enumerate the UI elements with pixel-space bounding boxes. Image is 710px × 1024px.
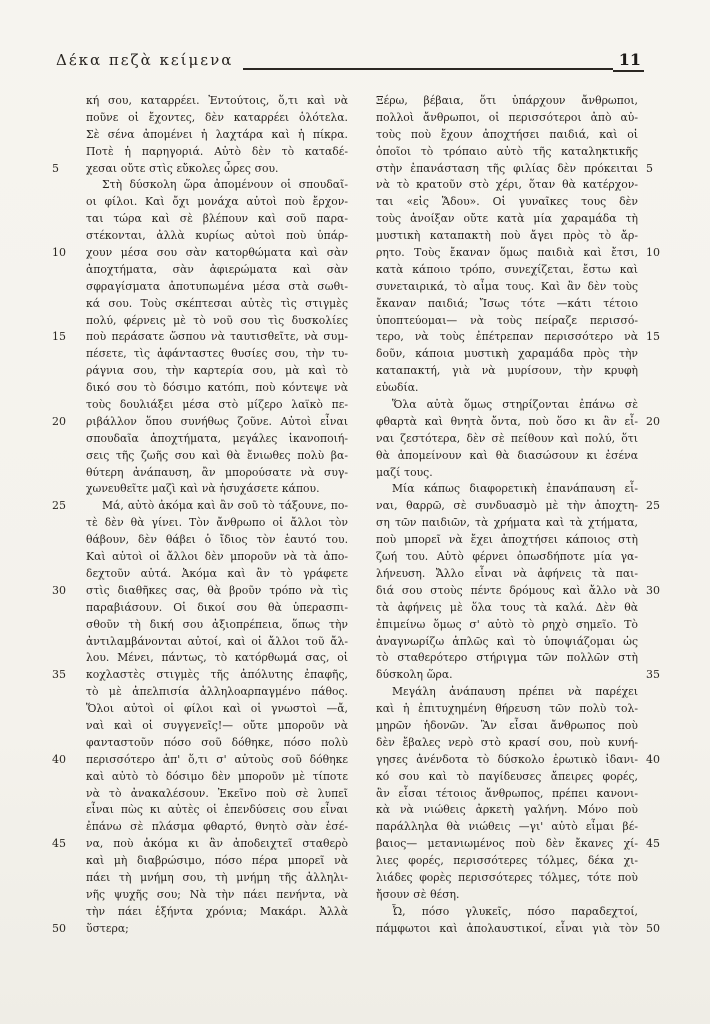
text-line: στέκονται, ἀλλὰ κυρίως αὐτοὶ ποὺ ὑπάρ- [86,229,348,243]
text-line: λήνευση. Ἄλλο εἶναι νὰ ἀφήνεις τὰ παι- [376,566,638,580]
running-header-title: Δέκα πεζὰ κείμενα [56,51,234,69]
text-line: κοχλαστὲς στιγμὲς τῆς ἀπόλυτης ἐπαφῆς, 35 [86,667,348,684]
text-line: ζωή του. Αὐτὸ φέρνει ὁπωσδήποτε μία γα- [376,550,638,564]
line-number: 15 [52,330,66,344]
text-line: εἶναι πὼς κι αὐτὲς οἱ ἐπενδύσεις σου εἶναι [86,803,348,817]
text-line: Σὲ σένα ἀπομένει ἡ λαχτάρα καὶ ἡ πίκρα. [86,127,348,141]
line-number: 20 [52,414,66,428]
text-line: ἤσουν σὲ θέση. [376,887,460,901]
line-number: 25 [646,499,660,513]
text-line: καταπακτή, γιὰ νὰ μυρίσουν, τὴν κρυφὴ [376,364,638,378]
text-line: φανταστοῦν πόσο σοῦ δόθηκε, πόσο πολὺ [86,735,348,749]
text-line: χεσαι οὔτε στὶς εὔκολες ὧρες σου. 5 [86,161,348,178]
line-number: 40 [52,752,66,766]
text-line: ποῦνε οἱ ἔχοντες, δὲν καταρρέει ὁλότελα. [86,110,348,124]
text-line: ρητο. Τοὺς ἔκαναν ὅμως παιδιὰ καὶ ἔτσι, 10 [376,245,638,262]
text-line: χουν μέσα σου σὰν κατορθώματα καὶ σὰν 10 [86,245,348,262]
text-columns [52,93,660,938]
text-line: στὶς διαθῆκες σας, θὰ βροῦν τρόπο νὰ τὶς 30 [86,583,348,600]
text-line: χωνευθεῖτε μαζὶ καὶ νὰ ἡσυχάσετε κάπου. [86,482,320,496]
text-line: θάβουν, δὲν θάβει ὁ ἴδιος τὸν ἑαυτό του. [86,533,348,547]
text-line: Ξέρω, βέβαια, ὅτι ὑπάρχουν ἄνθρωποι, [376,94,638,107]
text-line: κὰ νὰ νιώθεις ἀρκετὴ γαλήνη. Μόνο ποὺ [376,803,638,817]
text-line: ἀντιλαμβάνονται αὐτοί, καὶ οἱ ἄλλοι τοῦ ἄλ- [86,634,348,648]
text-line: τὸ μὲ ἀπελπισία ἀλληλοαρπαγμένο πάθος. [86,685,348,699]
text-line: ράγνια σου, τὴν καρτερία σου, μὰ καὶ τὸ [86,364,348,378]
text-line: περισσότερο ἀπ' ὅ,τι σ' αὐτοὺς σοῦ δόθηκε 40 [86,752,348,769]
text-line: τοὺς δουλιάξει μέσα στὸ μίζερο λαϊκὸ πε- [86,398,348,412]
text-line: Ποτὲ ἡ παρηγοριά. Αὐτὸ δὲν τὸ καταδέ- [86,144,348,158]
text-line: ἂν εἶσαι τέτοιος ἄνθρωπος, πρέπει κανονι- [376,786,638,800]
text-line: πάμφωτοι καὶ ἀπολαυστικοί, εἶναι γιὰ τὸν 50 [376,921,638,938]
text-line: ται «εἰς Ἅδου». Οἱ γυναῖκες τους δὲν [376,195,638,209]
text-line: ἔκαναν παιδιά; Ἴσως τότε —κάτι τέτοιο [376,296,638,310]
text-line: πέσετε, τὶς ἀφάνταστες θυσίες σου, τὴν τυ- [86,347,348,361]
text-line: παραβιάσουν. Οἱ δικοί σου θὰ ὑπερασπι- [86,600,348,614]
line-number: 50 [646,921,660,935]
text-line: μυστικὴ καταπακτὴ ποὺ ἄγει πρὸς τὸ ἄρ- [376,229,638,243]
text-line: κή σου, καταρρέει. Ἐντούτοις, ὅ,τι καὶ νὰ [86,94,348,107]
text-line: ἀναγνωρίζω ἁπλῶς καὶ τὸ ὑποψιάζομαι ὡς [376,634,638,648]
text-line: ται τώρα καὶ σὲ βλέπουν καὶ σοῦ παρα- [86,212,348,226]
text-line: βαιος— μετανιωμένος ποὺ δὲν ἔκανες χί- 45 [376,836,638,853]
text-line: συνεταιρικά, τὸ αἷμα τους. Καὶ ἂν δὲν τοὺς [376,279,638,293]
text-line: εὐωδία. [376,381,419,395]
text-line: ναὶ καὶ οἱ συγγενεῖς!— οὔτε μποροῦν νὰ [86,718,348,732]
text-line: Μεγάλη ἀνάπαυση πρέπει νὰ παρέχει [392,685,638,699]
line-number: 30 [646,583,660,597]
text-line: παράλληλα θὰ νιώθεις —γι' αὐτὸ εἶμαι βέ- [376,820,638,834]
text-line: μηρῶν ἡδονῶν. Ἂν εἶσαι ἄνθρωπος ποὺ [376,718,638,732]
line-number: 10 [646,246,660,260]
text-line: ση τῶν παιδιῶν, τὰ χρήματα καὶ τὰ χτήματα, [376,516,638,530]
text-line: να, ποὺ ἀκόμα κι ἂν ἀποδειχτεῖ σταθερὸ 45 [86,836,348,853]
text-line: τὴν πάει ἑξήντα χρόνια; Μακάρι. Ἀλλὰ [86,904,348,918]
text-line: τοὺς ἀνοίξαν οὔτε κατὰ μία χαραμάδα τὴ [376,212,638,226]
text-line: ὁποῖοι τὸ τρόπαιο αὐτὸ τῆς καταληκτικῆς [376,144,638,158]
text-line: Στὴ δύσκολη ὥρα ἀπομένουν οἱ σπουδαῖ- [102,178,348,192]
line-number: 5 [52,161,59,175]
text-line: Μά, αὐτὸ ἀκόμα καὶ ἂν σοῦ τὸ τάξουνε, πο- 25 [86,498,348,515]
text-line: οι φίλοι. Καὶ ὄχι μονάχα αὐτοὶ ποὺ ἔρχον- [86,195,348,209]
text-line: δεχτοῦν αὐτά. Ἀκόμα καὶ ἂν τὸ γράφετε [86,566,348,580]
text-line: λιάδες φορὲς περισσότερες τόλμες, τότε ποὺ [376,870,638,884]
text-line: ἐπάνω σὲ πλάσμα φθαρτό, θνητὸ σὰν ἐσέ- [86,820,348,834]
text-line: σφραγίσματα ἀποτυπωμένα μέσα στὰ σωθι- [86,279,348,293]
text-line: τὸ σταθερότερο στήριγμα τῶν πολλῶν στὴ [376,651,638,665]
text-line: σεις τῆς ζωῆς σου καὶ θὰ ἔνιωθες πολὺ βα- [86,448,348,462]
text-line: τοὺς ποὺ ἔχουν ἀποχτήσει παιδιά, καὶ οἱ [376,127,638,141]
text-line: νῆς ψυχῆς σου; Νὰ τὴν πάει πενήντα, νὰ [86,887,348,901]
text-line: ὑποπτεύομαι— νὰ τοὺς πείραζε περισσό- [376,313,638,327]
text-line: ριβάλλον ὅπου συνήθως ζοῦνε. Αὐτοὶ εἶναι 20 [86,414,348,431]
text-line: ἀποχτήματα, σὰν ἀφιερώματα καὶ σὰν [86,262,348,276]
text-line: Ὦ, πόσο γλυκεῖς, πόσο παραδεχτοί, [392,904,638,918]
text-line: Ὅλοι αὐτοὶ οἱ φίλοι καὶ οἱ γνωστοὶ —ἄ, [86,702,348,716]
text-line: θύτερη ἀνάπαυση, ἂν μπορούσατε νὰ συγ- [86,465,348,479]
header-rule [243,68,612,70]
text-line: ὕστερα; 50 [86,921,348,938]
line-number: 10 [52,246,66,260]
text-line: δύσκολη ὥρα. 35 [376,667,638,684]
text-line: ἐπιμείνω ὅμως σ' αὐτὸ τὸ ρηχὸ σημεῖο. Τὸ [376,617,638,631]
line-number: 15 [646,330,660,344]
text-line: λιες φορές, περισσότερες τόλμες, δέκα χι- [376,854,638,868]
line-number: 5 [646,161,653,175]
text-line: θὰ ἀπομείνουν καὶ θὰ διασώσουν κι ἐσένα [376,448,638,462]
line-number: 50 [52,921,66,935]
line-number: 25 [52,499,66,513]
text-line: τὲ δὲν θὰ γίνει. Τὸν ἄνθρωπο οἱ ἄλλοι τὸν [86,516,348,530]
running-header [56,50,644,72]
text-line: Μία κάπως διαφορετικὴ ἐπανάπαυση εἶ- [392,482,638,496]
text-line: στὴν ἐπανάσταση τῆς φιλίας δὲν πρόκειται 5 [376,161,638,178]
text-line: διά σου στοὺς πέντε δρόμους καὶ ἄλλο νὰ 30 [376,583,638,600]
text-line: καὶ αὐτὸ τὸ δόσιμο δὲν μποροῦν μὲ τίποτε [86,769,348,783]
text-line: Καὶ αὐτοὶ οἱ ἄλλοι δὲν μποροῦν νὰ τὰ ἀπο- [86,550,348,564]
text-line: τερο, νὰ τοὺς ἐπέτρεπαν περισσότερο νὰ 15 [376,329,638,346]
text-line: πολλοὶ ἄνθρωποι, οἱ περισσότεροι ἀπὸ αὐ- [376,110,638,124]
text-line: κά σου. Τοὺς σκέπτεσαι αὐτὲς τὶς στιγμὲς [86,296,348,310]
text-line: τὰ ἀφήνεις μὲ ὅλα τους τὰ καλά. Δὲν θὰ [376,600,638,614]
text-line: ναι ζεστότερα, δὲν σὲ πείθουν καὶ πολύ, ὅτι [376,431,638,445]
text-line: πάει τὴ μνήμη σου, τὴ μνήμη τῆς ἀλληλι- [86,870,348,884]
line-number: 45 [646,837,660,851]
text-line: σθοῦν τὴ δική σου ἀξιοπρέπεια, ὅπως τὴν [86,617,348,631]
text-line: ποὺ περάσατε ὥσπου νὰ ταυτισθεῖτε, νὰ συμ- 15 [86,329,348,346]
text-line: ποὺ μπορεῖ νὰ ἔχει ἀποχτήσει κάποιος στὴ [376,533,638,547]
text-line: ναι, θαρρῶ, σὲ συνδυασμὸ μὲ τὴν ἀποχτη- 25 [376,498,638,515]
text-line: καὶ μὴ διαβρώσιμο, πόσο πέρα μπορεῖ νὰ [86,854,348,868]
left-column [52,93,348,938]
text-line: δὲν ἔβαλες νερὸ στὸ κρασί σου, ποὺ κυνή- [376,735,638,749]
line-number: 30 [52,583,66,597]
text-line: λου. Μένει, πάντως, τὸ κατόρθωμά σας, οἱ [86,651,348,665]
text-line: δικό σου τὸ δόσιμο κατόπι, ποὺ κόντεψε νὰ [86,381,348,395]
text-line: μαζί τους. [376,465,433,479]
text-line: νὰ τὸ κρατοῦν στὸ χέρι, ὅταν θὰ κατέρχον- [376,178,638,192]
text-line: γησες ἀνένδοτα τὸ δύσκολο ἐρωτικὸ ἰδανι- 40 [376,752,638,769]
line-number: 20 [646,414,660,428]
page-number: 11 [613,50,644,72]
line-number: 40 [646,752,660,766]
text-line: φθαρτὰ καὶ θνητὰ ὄντα, ποὺ ὅσο κι ἂν εἶ- 20 [376,414,638,431]
text-line: νὰ τὸ ἀνακαλέσουν. Ἐκεῖνο ποὺ σὲ λυπεῖ [86,786,348,800]
line-number: 35 [646,668,660,682]
right-column [376,93,660,938]
text-line: σπουδαῖα ἀποχτήματα, μεγάλες ἱκανοποιή- [86,431,348,445]
line-number: 45 [52,837,66,851]
text-line: πολύ, φέρνεις μὲ τὸ νοῦ σου τὶς δυσκολίες [86,313,348,327]
text-line: κατὰ κάποιο τρόπο, συνεχίζεται, ἔστω καὶ [376,262,638,276]
line-number: 35 [52,668,66,682]
text-line: δοῦν, κάποια μυστικὴ χαραμάδα πρὸς τὴν [376,347,638,361]
text-line: Ὅλα αὐτὰ ὅμως στηρίζονται ἐπάνω σὲ [392,398,638,412]
text-line: καὶ ἡ ἐπιτυχημένη θήρευση τῶν πολὺ τολ- [376,702,638,716]
text-line: κό σου καὶ τὸ παγίδευσες ἄπειρες φορές, [376,769,638,783]
